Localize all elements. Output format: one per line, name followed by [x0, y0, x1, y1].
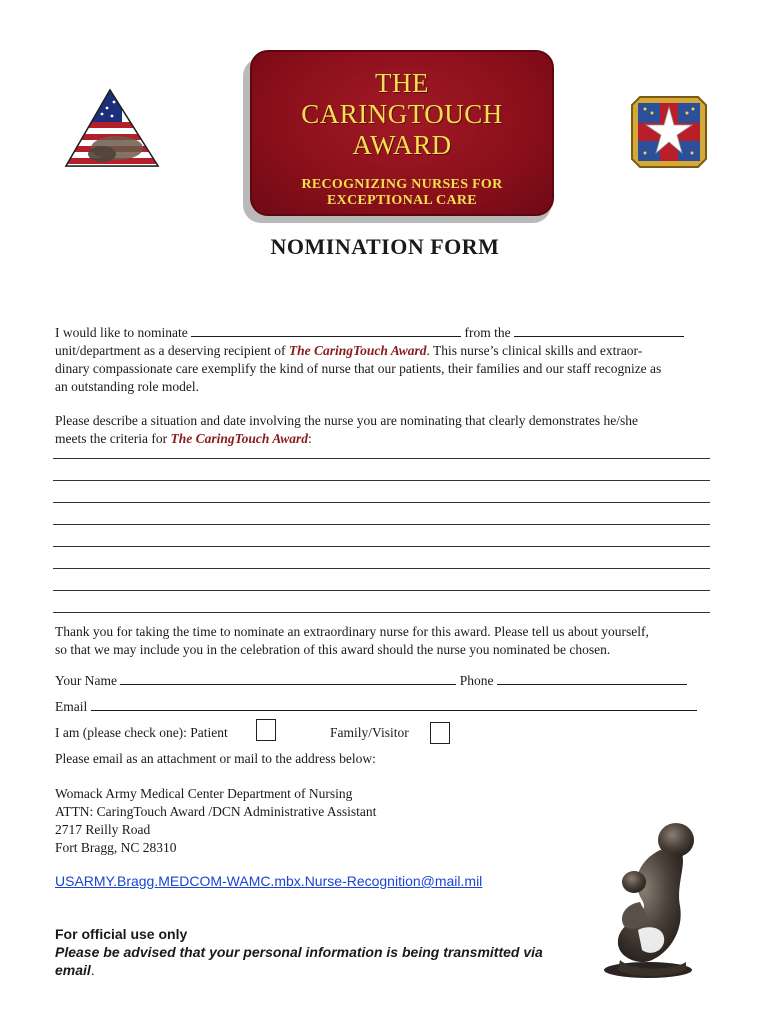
your-name-row — [55, 672, 687, 690]
description-line[interactable] — [53, 480, 710, 481]
patient-checkbox[interactable] — [256, 719, 276, 741]
description-line[interactable] — [53, 524, 710, 525]
intro-text-f: an outstanding role model. — [55, 379, 199, 394]
intro-text-a: I would like to nominate — [55, 325, 188, 340]
intro-text-b: from the — [464, 325, 511, 340]
thanks-paragraph — [55, 623, 715, 659]
nominee-name-field[interactable] — [191, 324, 461, 337]
official-line1: For official use only — [55, 926, 188, 942]
official-line3: email — [55, 962, 91, 978]
thanks-line1: Thank you for taking the time to nominate an extraordinary nurse for this award. Please tell us about yourself, — [55, 624, 649, 639]
describe-line2-a: meets the criteria for — [55, 431, 168, 446]
official-use-notice — [55, 925, 595, 979]
thanks-line2: so that we may include you in the celebration of this award should the nurse you nominated be chosen. — [55, 642, 611, 657]
phone-label: Phone — [459, 673, 494, 688]
address-line4: Fort Bragg, NC 28310 — [55, 840, 177, 855]
banner-title-line1: THE — [375, 68, 429, 98]
award-banner — [250, 50, 554, 216]
family-visitor-label: Family/Visitor — [330, 725, 409, 740]
intro-text-e: dinary compassionate care exemplify the kind of nurse that our patients, their families and our staff recognize as — [55, 361, 662, 376]
description-line[interactable] — [53, 568, 710, 569]
description-line[interactable] — [53, 458, 710, 459]
description-line[interactable] — [53, 590, 710, 591]
intro-paragraph — [55, 324, 715, 396]
intro-text-c: unit/department as a deserving recipient of — [55, 343, 286, 358]
phone-field[interactable] — [497, 672, 687, 685]
description-line[interactable] — [53, 612, 710, 613]
cross-star-insignia-icon — [630, 95, 708, 169]
describe-paragraph — [55, 412, 715, 448]
address-line2: ATTN: CaringTouch Award /DCN Administrative Assistant — [55, 804, 377, 819]
banner-subtitle-line1: RECOGNIZING NURSES FOR — [301, 177, 503, 192]
email-row — [55, 698, 697, 716]
award-name-emphasis: The CaringTouch Award — [288, 343, 427, 358]
nomination-email-link[interactable]: USARMY.Bragg.MEDCOM-WAMC.mbx.Nurse-Recognition@mail.mil — [55, 873, 483, 889]
address-line3: 2717 Reilly Road — [55, 822, 151, 837]
mother-child-sculpture-icon — [590, 820, 700, 980]
triangle-flag-logo-icon — [62, 88, 162, 173]
banner-subtitle-line2: EXCEPTIONAL CARE — [327, 193, 477, 208]
award-name-emphasis-2: The CaringTouch Award — [170, 431, 308, 446]
official-line2: Please be advised that your personal information is being transmitted via — [55, 944, 543, 960]
intro-text-d: . This nurse’s clinical skills and extraor- — [426, 343, 643, 358]
mail-instructions: Please email as an attachment or mail to the address below: — [55, 751, 376, 766]
describe-line2-b: : — [308, 431, 312, 446]
email-field[interactable] — [91, 698, 697, 711]
patient-check-label: I am (please check one): Patient — [55, 725, 228, 740]
family-visitor-checkbox[interactable] — [430, 722, 450, 744]
banner-title-line3: AWARD — [352, 130, 452, 160]
address-line1: Womack Army Medical Center Department of Nursing — [55, 786, 353, 801]
email-label: Email — [55, 699, 88, 714]
nominee-unit-field[interactable] — [514, 324, 684, 337]
banner-title-line2: CARINGTOUCH — [301, 99, 503, 129]
describe-line1: Please describe a situation and date involving the nurse you are nominating that clearly demonstrates he/she — [55, 413, 638, 428]
your-name-field[interactable] — [120, 672, 456, 685]
description-line[interactable] — [53, 502, 710, 503]
form-title: NOMINATION FORM — [270, 234, 500, 259]
description-line[interactable] — [53, 546, 710, 547]
official-line3-end: . — [90, 962, 95, 978]
mailing-address — [55, 785, 376, 857]
your-name-label: Your Name — [55, 673, 118, 688]
